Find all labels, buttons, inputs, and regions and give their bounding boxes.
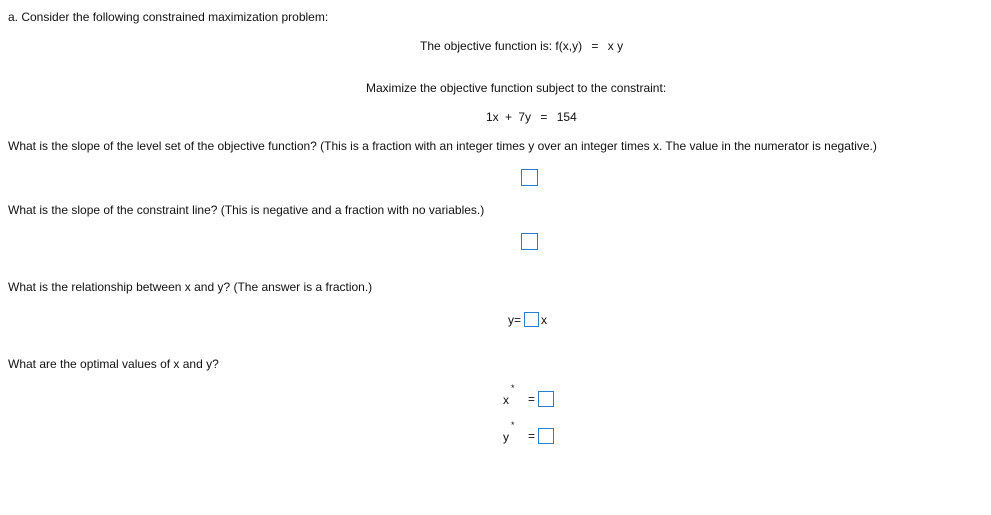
y-star-input[interactable] [538,428,554,444]
objective-equals: = [591,39,599,53]
y-star-equals: = [528,429,536,443]
objective-label: The objective function is: f(x,y) [420,39,583,53]
constraint-lhs: 1x + 7y [486,110,532,124]
question-optimal-values: What are the optimal values of x and y? [8,357,219,371]
level-set-slope-input[interactable] [521,169,538,186]
y-star-label [503,430,509,444]
relationship-suffix: x [541,313,547,327]
objective-expression: x y [607,39,624,53]
x-star-asterisk: * [511,383,515,393]
relationship-prefix: y= [508,313,522,327]
y-star-asterisk: * [511,420,515,430]
x-star-input[interactable] [538,391,554,407]
question-xy-relationship: What is the relationship between x and y? (The answer is a fraction.) [8,280,373,294]
maximize-instruction: Maximize the objective function subject to the constraint: [366,81,667,95]
x-star-var: x [503,393,509,407]
constraint-rhs: 154 [556,110,577,124]
constraint-equation [486,110,577,124]
intro-text: a. Consider the following constrained maximization problem: [8,10,329,24]
objective-function [420,39,623,53]
y-star-var: y [503,430,509,444]
question-constraint-slope: What is the slope of the constraint line? (This is negative and a fraction with no variables.) [8,203,485,217]
relationship-fraction-input[interactable] [524,312,539,327]
constraint-slope-input[interactable] [521,233,538,250]
question-level-set-slope: What is the slope of the level set of the objective function? (This is a fraction with an integer times y over an integer times x. The value in the numerator is negative.) [8,139,877,153]
constraint-equals: = [540,110,548,124]
x-star-label [503,393,509,407]
x-star-equals: = [528,392,536,406]
